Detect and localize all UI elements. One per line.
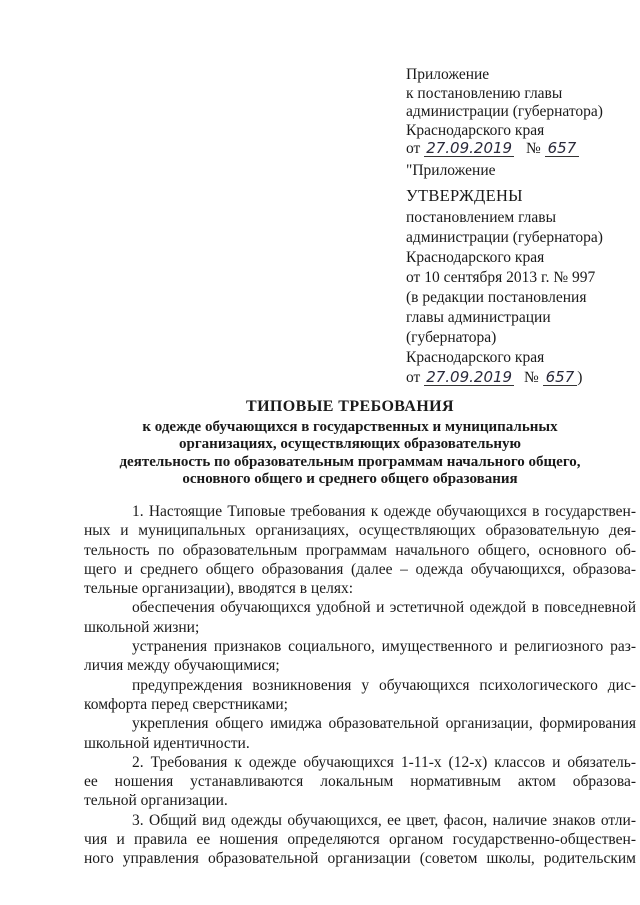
body-line: предупреждения возникновения у обучающихся психологического дис- [132,676,636,694]
approved-closing-paren: ) [577,369,583,386]
body-line: тельность по образовательным программам начального общего, основного об- [84,541,636,559]
title-main: ТИПОВЫЕ ТРЕБОВАНИЯ [246,398,454,415]
body-line: ее ношения устанавливаются локальным нормативным актом образова- [84,773,636,791]
approved-line-5: (в редакции постановления [406,289,587,306]
approved-line-2: администрации (губернатора) [406,229,603,246]
appendix-handwritten-date: 27.09.2019 [426,139,513,157]
body-line: комфорта перед сверстниками; [84,695,288,713]
approved-line-4: от 10 сентября 2013 г. № 997 [406,269,596,286]
approved-handwritten-date: 27.09.2019 [426,368,513,386]
appendix-date-prefix: от [406,140,421,157]
body-line: школьной жизни; [84,618,200,636]
body-line: 2. Требования к одежде обучающихся 1-11-х (12-х) классов и обязатель- [132,753,636,771]
appendix-date-line [406,140,636,159]
body-line: 1. Настоящие Типовые требования к одежде обучающихся в государствен- [132,503,636,520]
appendix-line-3: администрации (губернатора) [406,103,603,120]
approved-line-1: постановлением главы [406,209,556,226]
appendix-line-2: к постановлению главы [406,84,563,102]
appendix-quote-line: "Приложение [406,161,496,179]
appendix-handwritten-number: 657 [545,140,580,157]
body-line: ного управления образовательной организации (советом школы, родительским [84,850,636,868]
document-body [84,502,636,869]
body-line: щего и среднего общего образования (далее – одежда обучающихся, образова- [84,560,636,578]
appendix-line-4: Краснодарского края [406,121,545,139]
body-line: школьной идентичности. [84,734,250,752]
approved-line-7: (губернатора) [406,329,497,346]
approved-line-3: Краснодарского края [406,249,545,266]
approved-line-6: главы администрации [406,309,551,326]
appendix-number-prefix: № [525,140,541,157]
body-line: чия и правила ее ношения определяются органом государственно-обществен- [84,831,636,849]
title-line-1: к одежде обучающихся в государственных и муниципальных [142,418,558,435]
approved-heading: УТВЕРЖДЕНЫ [406,186,523,205]
title-line-4: основного общего и среднего общего образования [182,471,518,487]
approved-date-line [406,368,636,388]
appendix-line-1: Приложение [406,66,490,83]
body-line: тельные организации), вводятся в целях: [84,580,354,598]
body-line: 3. Общий вид одежды обучающихся, ее цвет, фасон, наличие знаков отли- [132,811,636,829]
approved-block [406,186,636,388]
title-line-3: деятельность по образовательным программам начального общего, [119,453,581,470]
title-line-2: организациях, осуществляющих образовательную [179,436,521,452]
approved-date-prefix: от [406,369,421,386]
body-line: устранения признаков социального, имущественного и религиозного раз- [132,638,636,656]
body-line: личия между обучающимися; [84,657,280,675]
body-line: тельной организации. [84,792,228,810]
approved-line-8: Краснодарского края [406,349,545,366]
body-line: обеспечения обучающихся удобной и эстетичной одеждой в повседневной [132,599,636,617]
approved-number-prefix: № [523,369,539,386]
appendix-block [406,66,636,180]
body-line: ных и муниципальных организациях, осуществляющих образовательную дея- [84,522,636,540]
body-line: укрепления общего имиджа образовательной организации, формирования [132,715,636,733]
document-title [100,398,600,489]
approved-handwritten-number: 657 [543,369,578,386]
